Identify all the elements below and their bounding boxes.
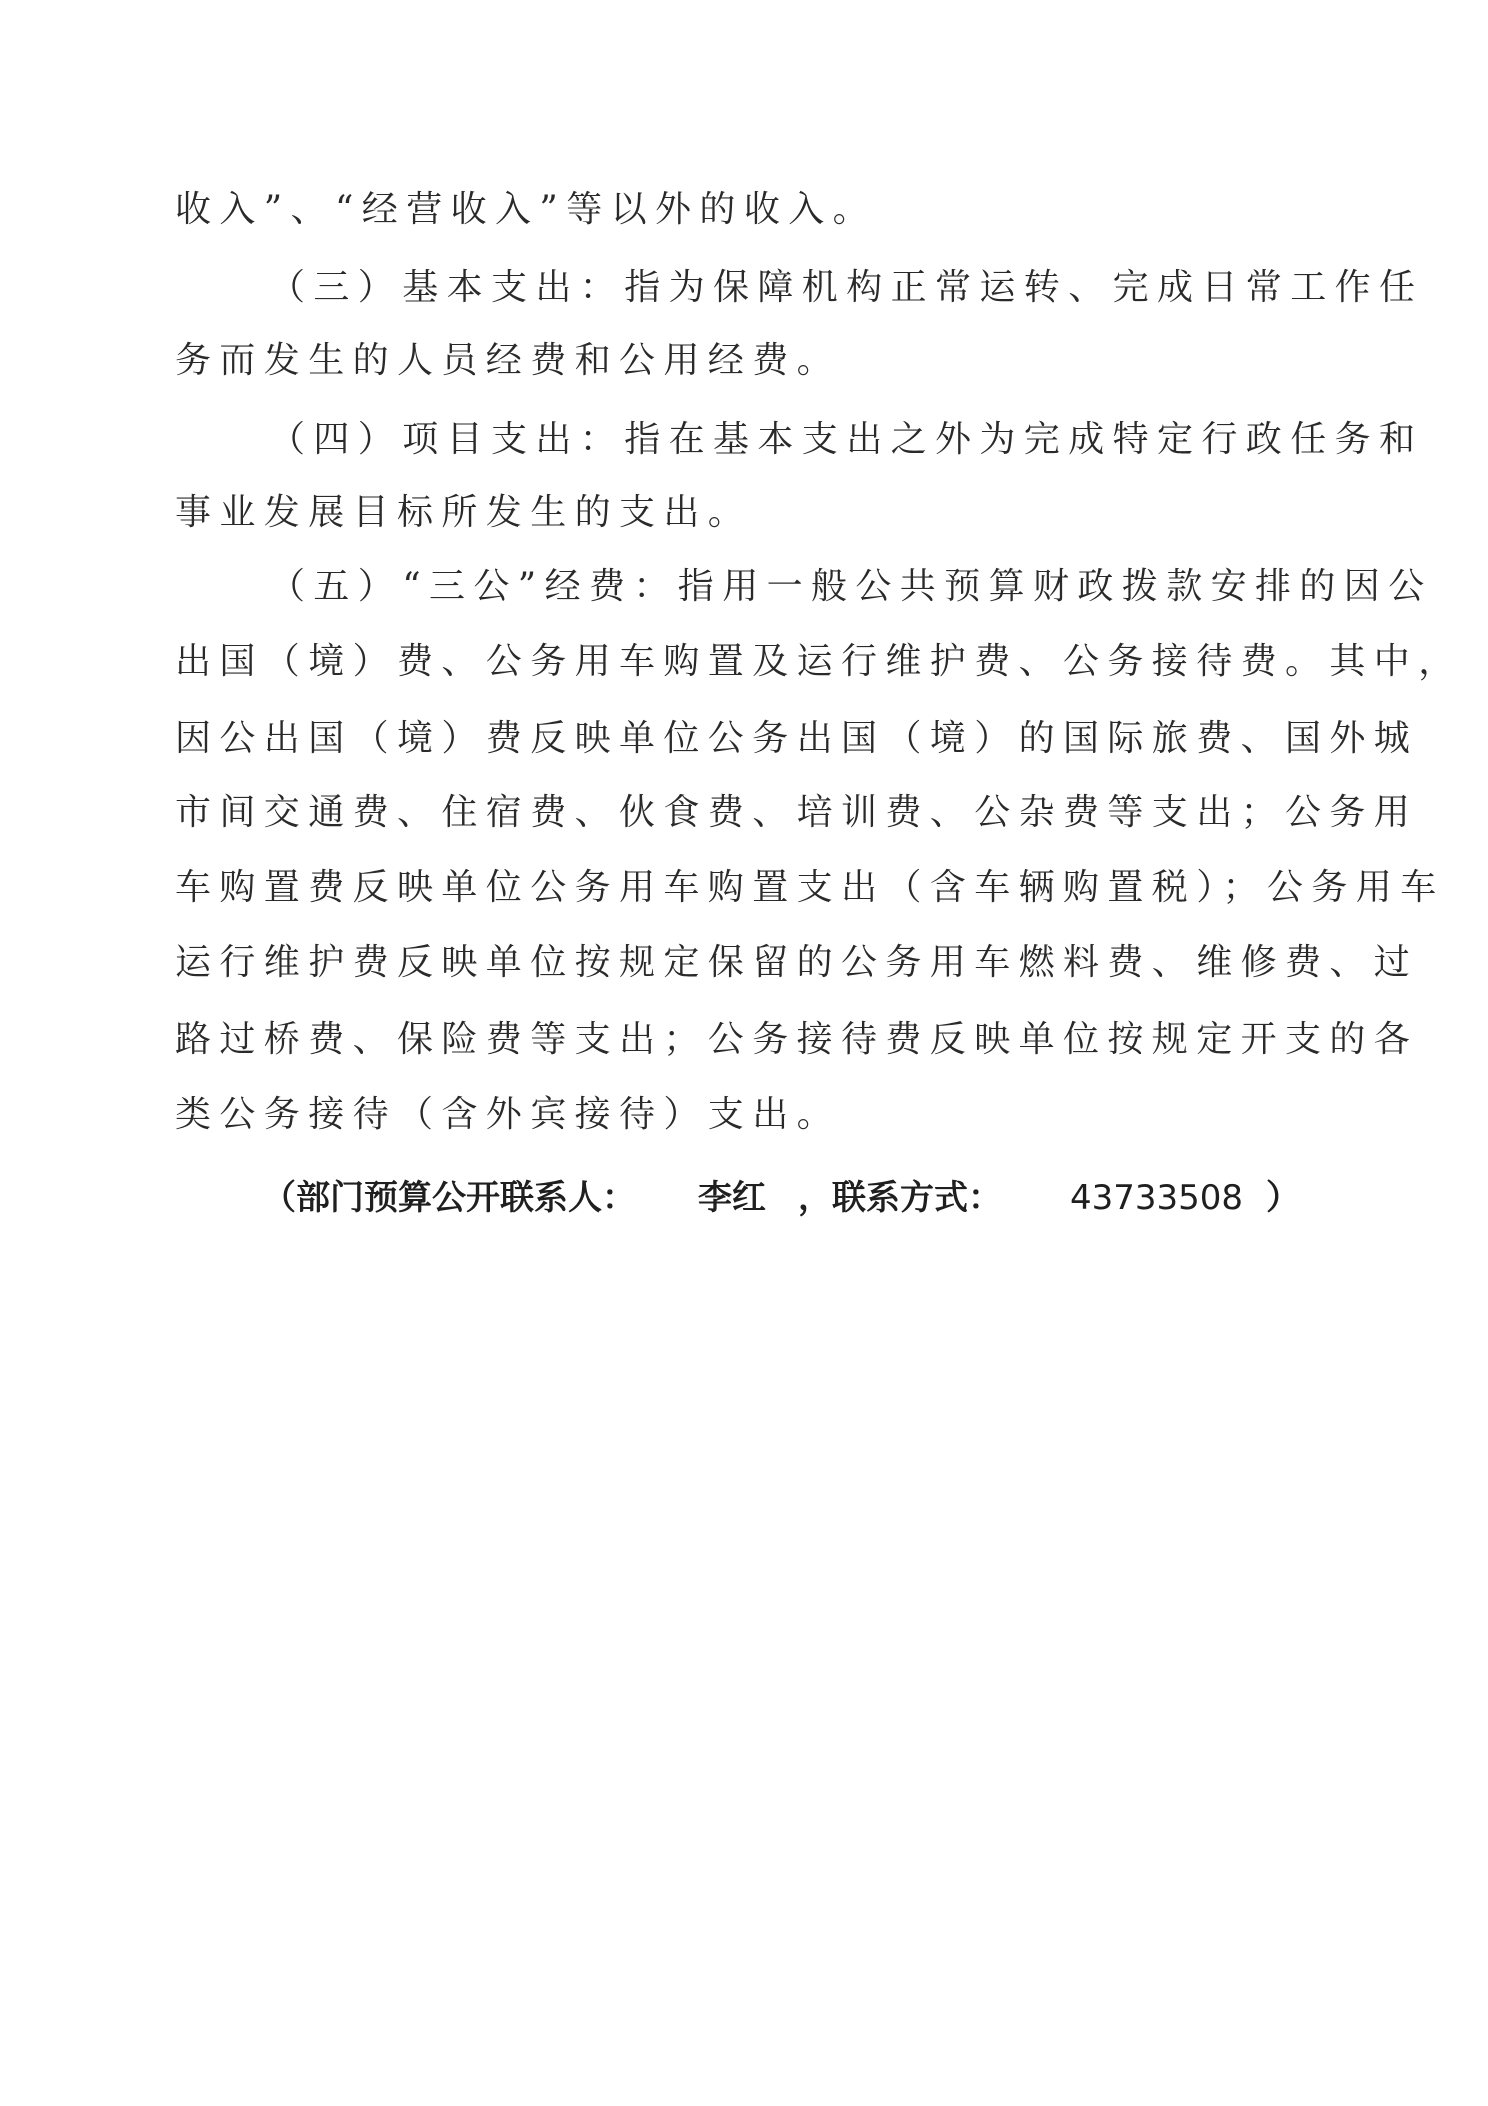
contact-phone: 43733508 bbox=[1070, 1178, 1244, 1218]
contact-line bbox=[262, 1176, 1312, 1226]
contact-name: 李红 bbox=[698, 1178, 766, 1218]
text-line-7: 出国（境）费、公务用车购置及运行维护费、公务接待费。其中， bbox=[175, 641, 1463, 682]
contact-label: 部门预算公开联系人： bbox=[296, 1178, 636, 1218]
text-line-9: 市间交通费、住宿费、伙食费、培训费、公杂费等支出；公务用 bbox=[175, 792, 1419, 833]
text-line-12: 路过桥费、保险费等支出；公务接待费反映单位按规定开支的各 bbox=[175, 1019, 1419, 1060]
contact-close-paren: ） bbox=[1266, 1178, 1300, 1218]
text-line-11: 运行维护费反映单位按规定保留的公务用车燃料费、维修费、过 bbox=[175, 942, 1419, 983]
text-line-8: 因公出国（境）费反映单位公务出国（境）的国际旅费、国外城 bbox=[175, 718, 1419, 759]
text-line-13: 类公务接待（含外宾接待）支出。 bbox=[175, 1094, 842, 1135]
text-line-10: 车购置费反映单位公务用车购置支出（含车辆购置税）；公务用车 bbox=[175, 867, 1445, 908]
text-line-5: 事业发展目标所发生的支出。 bbox=[175, 492, 753, 533]
text-line-3: 务而发生的人员经费和公用经费。 bbox=[175, 340, 842, 381]
text-line-2: （三）基本支出：指为保障机构正常运转、完成日常工作任 bbox=[269, 267, 1424, 308]
text-line-4: （四）项目支出：指在基本支出之外为完成特定行政任务和 bbox=[269, 419, 1424, 460]
text-line-6: （五）“三公”经费：指用一般公共预算财政拨款安排的因公 bbox=[269, 566, 1433, 607]
contact-open-paren: （ bbox=[262, 1178, 296, 1218]
contact-phone-label: ，联系方式： bbox=[798, 1178, 1002, 1218]
text-line-1: 收入”、“经营收入”等以外的收入。 bbox=[175, 189, 878, 230]
